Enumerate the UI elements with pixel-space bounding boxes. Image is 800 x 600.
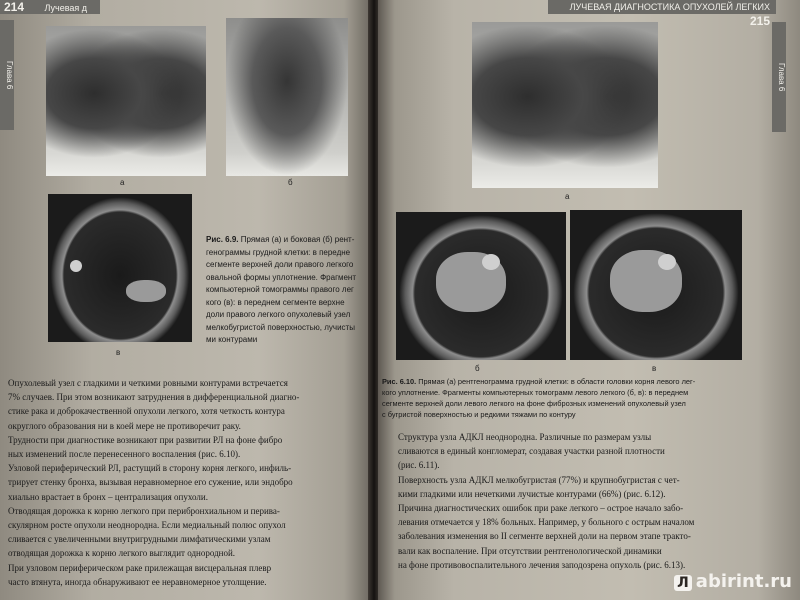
ct-image-left-lung-b — [396, 212, 566, 360]
caption-line: ми контурами — [206, 335, 258, 344]
mediastinum-shape — [126, 280, 166, 302]
body-line: Узловой периферический РЛ, растущий в сторону корня легкого, инфиль- — [8, 463, 292, 474]
left-page-number: 214 — [4, 0, 25, 14]
body-line: часто втянута, иногда обнаруживают ее неравномерное утолщение. — [8, 576, 267, 587]
caption-line: кого уплотнение. Фрагменты компьютерных томограмм левого легкого (б, в): в переднем — [382, 388, 689, 397]
xray-frontal-image — [46, 26, 206, 176]
body-line: сливаются в единый конгломерат, создавая участки разной плотности — [398, 446, 665, 457]
tumor-nodule — [70, 260, 82, 272]
caption-line: генограммы грудной клетки: в передне — [206, 247, 351, 257]
body-line: Трудности при диагностике возникают при развитии РЛ на фоне фибро — [8, 434, 283, 445]
label-a: а — [565, 192, 570, 201]
body-line: (рис. 6.11). — [398, 460, 440, 471]
left-page-header — [0, 0, 100, 14]
ct-image-right-lung — [48, 194, 192, 342]
label-b: б — [475, 364, 480, 373]
body-line: Структура узла АДКЛ неоднородна. Различные по размерам узлы — [398, 432, 652, 442]
figure-6-10-caption — [382, 376, 792, 420]
figure-6-9-caption — [206, 234, 366, 347]
watermark-logo-icon: Л — [674, 575, 692, 591]
ct-image-left-lung-v — [570, 210, 742, 360]
body-line: вали как воспаление. При отсутствии рентгенологической динамики — [398, 545, 662, 556]
body-line: Причина диагностических ошибок при раке легкого – острое начало забо- — [398, 503, 684, 514]
body-line: сливается с увеличенными внутригрудными лимфатическими узлам — [8, 534, 271, 545]
body-line: ных изменений после перенесенного воспаления (рис. 6.10). — [8, 449, 241, 460]
right-page — [378, 0, 800, 600]
body-line: Опухолевый узел с гладкими и четкими ровными контурами встречается — [8, 378, 288, 388]
caption-line: компьютерной томограммы правого лег — [206, 285, 354, 294]
body-line: левания отмечается у 18% больных. Например, у больного с острым началом — [398, 517, 695, 528]
body-line: заболевания изменения во II сегменте верхней доли на первом этапе тракто- — [398, 531, 691, 542]
label-v: в — [652, 364, 657, 373]
caption-line: доли правого легкого опухолевый узел — [206, 310, 351, 319]
left-header-title: Лучевая д — [44, 3, 88, 13]
watermark-text: abirint.ru — [695, 571, 792, 592]
body-line: Поверхность узла АДКЛ мелкобугристая (77%) и крупнобугристая с чет- — [398, 474, 680, 485]
watermark — [674, 571, 792, 592]
body-line: кими гладкими или нечеткими лучистые контурами (66%) (рис. 6.12). — [398, 488, 666, 499]
left-page — [0, 0, 370, 600]
right-header-title: ЛУЧЕВАЯ ДИАГНОСТИКА ОПУХОЛЕЙ ЛЕГКИХ — [569, 2, 770, 12]
body-line: стике рака и доброкачественной опухоли легкого, хотя четкость контура — [8, 406, 285, 417]
caption-line: Прямая (а) рентгенограмма грудной клетки: в области головки корня левого лег- — [418, 377, 696, 386]
caption-line: мелкобугристой поверхностью, лучисты — [206, 322, 355, 332]
right-chapter-tab: Глава 6 — [772, 22, 786, 132]
tumor-nodule — [658, 254, 676, 270]
label-a: а — [120, 178, 125, 187]
left-body-text — [8, 376, 366, 589]
tumor-nodule — [482, 254, 500, 270]
body-line: округлого образования ни в коей мере не противоречит раку. — [8, 420, 241, 431]
left-chapter-tab: Глава 6 — [0, 20, 14, 130]
caption-line: кого (в): в переднем сегменте верхне — [206, 297, 345, 307]
body-line: отводящая дорожка к корню легкого выглядит однородной. — [8, 548, 236, 559]
xray-lateral-image — [226, 18, 348, 176]
caption-line: овальной формы уплотнение. Фрагмент — [206, 272, 357, 282]
label-b: б — [288, 178, 293, 187]
label-v: в — [116, 348, 121, 357]
body-line: 7% случаев. При этом возникают затруднения в дифференциальной диагно- — [8, 392, 300, 403]
xray-frontal-image — [472, 22, 658, 188]
figure-6-9-label: Рис. 6.9. — [206, 235, 239, 244]
figure-6-10-label: Рис. 6.10. — [382, 377, 417, 386]
right-body-text — [398, 430, 793, 572]
body-line: скулярном росте опухоли неоднородна. Если медиальный полюс опухол — [8, 520, 286, 531]
body-line: При узловом периферическом раке прилежащая висцеральная плевр — [8, 562, 272, 573]
caption-line: Прямая (а) и боковая (б) рент- — [240, 235, 355, 244]
right-page-number: 215 — [749, 14, 770, 28]
body-line: хиально врастает в бронх – централизация опухоли. — [8, 491, 208, 502]
body-line: Отводящая дорожка к корню легкого при перибронхиальном и перива- — [8, 505, 280, 516]
body-line: на фоне противовоспалительного лечения заподозрена опухоль (рис. 6.13). — [398, 559, 686, 570]
right-page-header — [548, 0, 776, 28]
caption-line: с бугристой поверхностью и редкими тяжами по контуру — [382, 410, 576, 419]
body-line: трирует стенку бронха, вызывая неравномерное его сужение, или эндобро — [8, 477, 293, 488]
caption-line: сегменте верхней доли правого легкого — [206, 260, 354, 269]
caption-line: сегменте верхней доли левого легкого на фоне фиброзных изменений опухолевый узел — [382, 399, 686, 408]
